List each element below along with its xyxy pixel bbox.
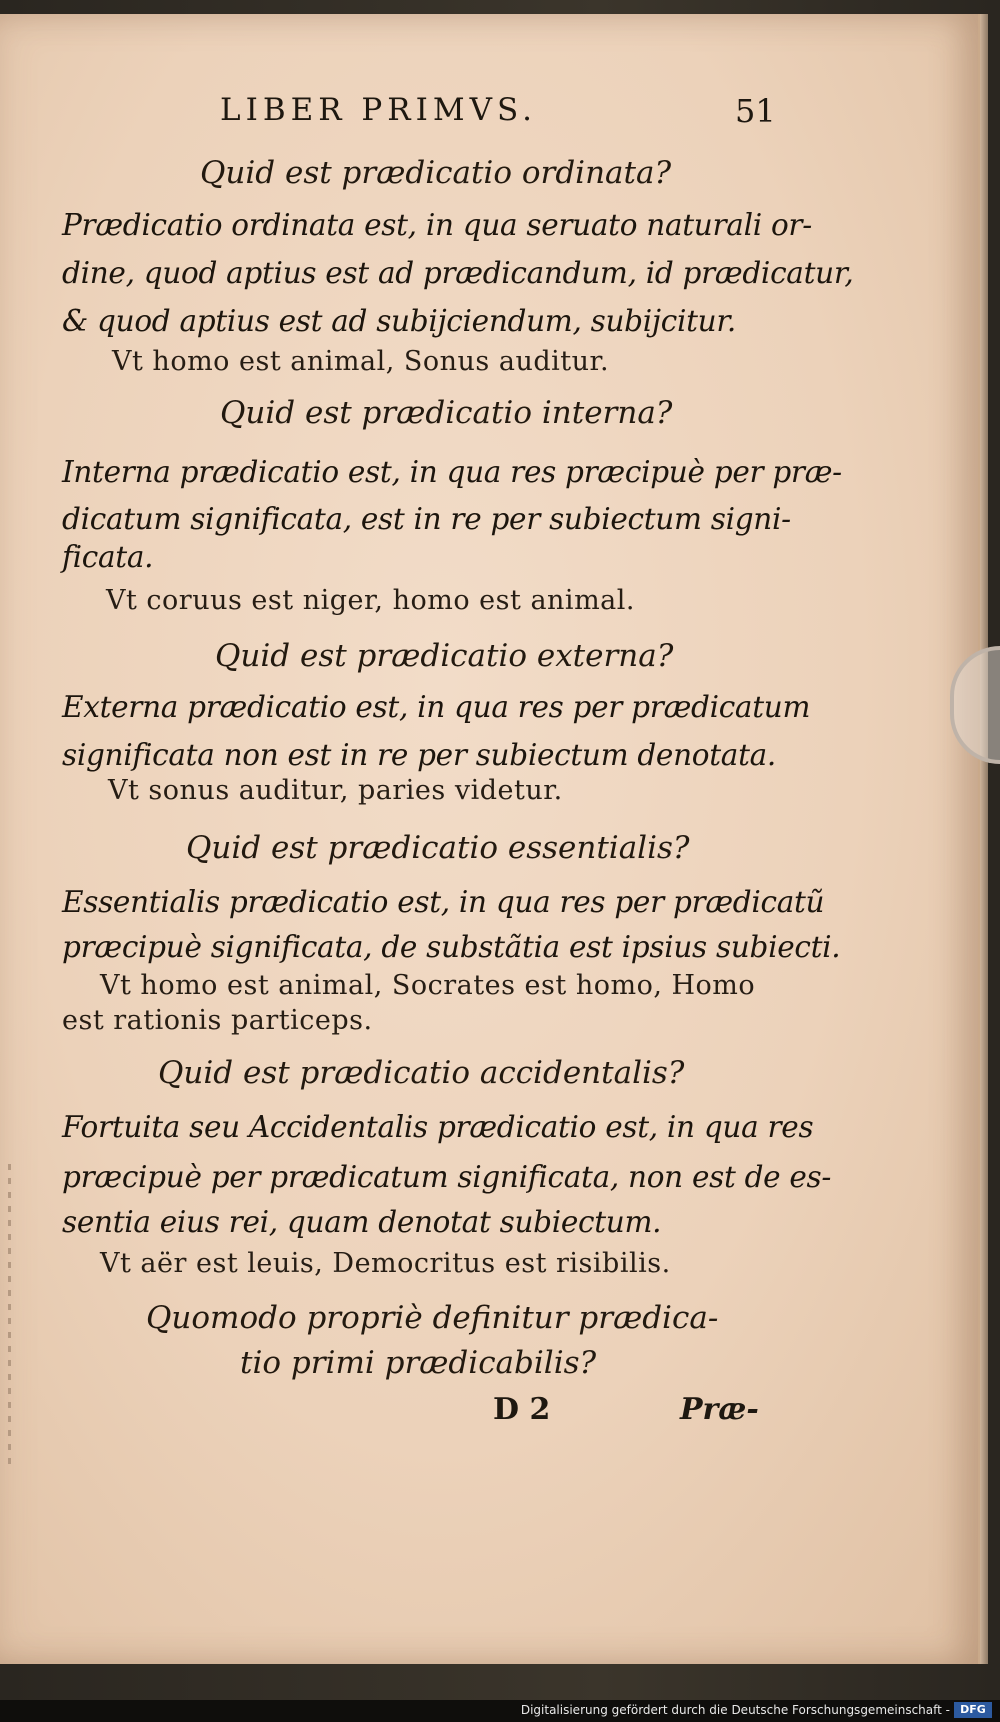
digitization-credit: Digitalisierung gefördert durch die Deutsche Forschungsgemeinschaft - [520,1703,950,1717]
answer-line: dicatum significata, est in re per subiectum signi- [62,502,791,536]
example-line: Vt homo est animal, Sonus auditur. [112,346,610,377]
answer-line: sentia eius rei, quam denotat subiectum. [62,1205,662,1239]
question-heading: Quid est prædicatio ordinata? [200,155,672,191]
question-heading: tio primi prædicabilis? [240,1345,597,1381]
answer-line: significata non est in re per subiectum denotata. [62,738,777,772]
question-heading: Quomodo propriè definitur prædica- [146,1300,719,1336]
catchword: Præ- [680,1392,759,1427]
page-footer [0,1392,978,1432]
question-heading: Quid est prædicatio essentialis? [186,830,690,866]
example-line: Vt aër est leuis, Democritus est risibilis. [100,1248,671,1279]
example-line: est rationis particeps. [62,1005,373,1036]
question-heading: Quid est prædicatio externa? [215,638,674,674]
answer-line: ficata. [62,540,154,574]
page-edge [980,14,988,1664]
question-heading: Quid est prædicatio interna? [220,395,673,431]
dfg-logo: DFG [954,1702,992,1718]
example-line: Vt homo est animal, Socrates est homo, Homo [100,970,756,1001]
example-line: Vt coruus est niger, homo est animal. [106,585,635,616]
answer-line: Prædicatio ordinata est, in qua seruato naturali or- [62,208,812,242]
answer-line: Externa prædicatio est, in qua res per prædicatum [62,690,811,724]
answer-line: & quod aptius est ad subijciendum, subijcitur. [62,304,736,338]
answer-line: Essentialis prædicatio est, in qua res per prædicatũ [62,885,825,919]
question-heading: Quid est prædicatio accidentalis? [158,1055,685,1091]
answer-line: dine, quod aptius est ad prædicandum, id prædicatur, [62,256,854,290]
answer-line: Fortuita seu Accidentalis prædicatio est, in qua res [62,1110,814,1144]
answer-line: præcipuè significata, de substãtia est ipsius subiecti. [62,930,841,964]
page-tab-clip [950,646,1000,764]
page-number: 51 [735,92,776,130]
page-header [0,92,978,142]
example-line: Vt sonus auditur, paries videtur. [108,775,563,806]
answer-line: præcipuè per prædicatum significata, non est de es- [62,1160,832,1194]
answer-line: Interna prædicatio est, in qua res præcipuè per præ- [62,455,842,489]
signature-mark: D 2 [493,1392,551,1427]
running-head: LIBER PRIMVS. [220,92,537,128]
